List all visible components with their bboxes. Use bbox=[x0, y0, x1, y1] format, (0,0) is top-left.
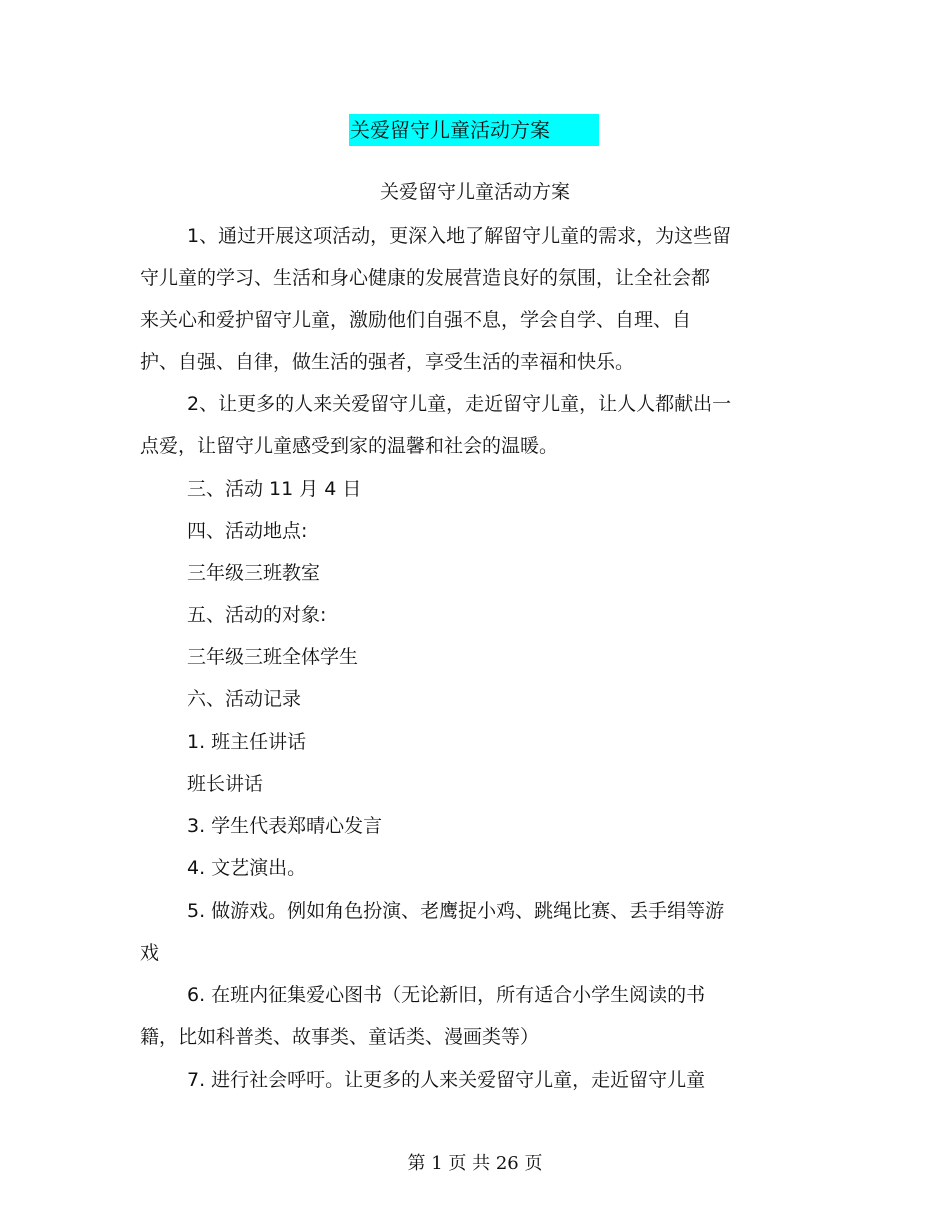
paragraph-line: 五、活动的对象: bbox=[187, 604, 327, 626]
paragraph-line: 护、自强、自律，做生活的强者，享受生活的幸福和快乐。 bbox=[140, 351, 635, 373]
paragraph-line: 3. 学生代表郑晴心发言 bbox=[187, 815, 383, 837]
paragraph-line: 四、活动地点: bbox=[187, 520, 308, 542]
paragraph-line: 1、通过开展这项活动，更深入地了解留守儿童的需求，为这些留 bbox=[187, 225, 732, 247]
paragraph-line: 三年级三班全体学生 bbox=[187, 646, 359, 668]
paragraph-line: 守儿童的学习、生活和身心健康的发展营造良好的氛围，让全社会都 bbox=[140, 267, 711, 289]
paragraph-line: 来关心和爱护留守儿童，激励他们自强不息，学会自学、自理、自 bbox=[140, 309, 692, 331]
paragraph-line: 6. 在班内征集爱心图书（无论新旧，所有适合小学生阅读的书 bbox=[187, 984, 706, 1006]
paragraph-line: 5. 做游戏。例如角色扮演、老鹰捉小鸡、跳绳比赛、丢手绢等游 bbox=[187, 900, 725, 922]
paragraph-line: 三年级三班教室 bbox=[187, 562, 321, 584]
paragraph-line: 班长讲话 bbox=[187, 773, 264, 795]
paragraph-line: 六、活动记录 bbox=[187, 688, 302, 710]
page-number-footer: 第 1 页 共 26 页 bbox=[407, 1153, 543, 1174]
paragraph-line: 点爱，让留守儿童感受到家的温馨和社会的温暖。 bbox=[140, 435, 559, 457]
paragraph-line: 1. 班主任讲话 bbox=[187, 731, 307, 753]
document-subtitle: 关爱留守儿童活动方案 bbox=[379, 181, 570, 203]
paragraph-line: 2、让更多的人来关爱留守儿童，走近留守儿童，让人人都献出一 bbox=[187, 393, 732, 415]
paragraph-line: 4. 文艺演出。 bbox=[187, 857, 307, 879]
paragraph-line: 戏 bbox=[140, 942, 160, 964]
paragraph-line: 籍，比如科普类、故事类、童话类、漫画类等） bbox=[140, 1026, 540, 1048]
paragraph-line: 三、活动 11 月 4 日 bbox=[187, 478, 362, 500]
document-title: 关爱留守儿童活动方案 bbox=[349, 114, 599, 146]
paragraph-line: 7. 进行社会呼吁。让更多的人来关爱留守儿童，走近留守儿童 bbox=[187, 1069, 706, 1091]
